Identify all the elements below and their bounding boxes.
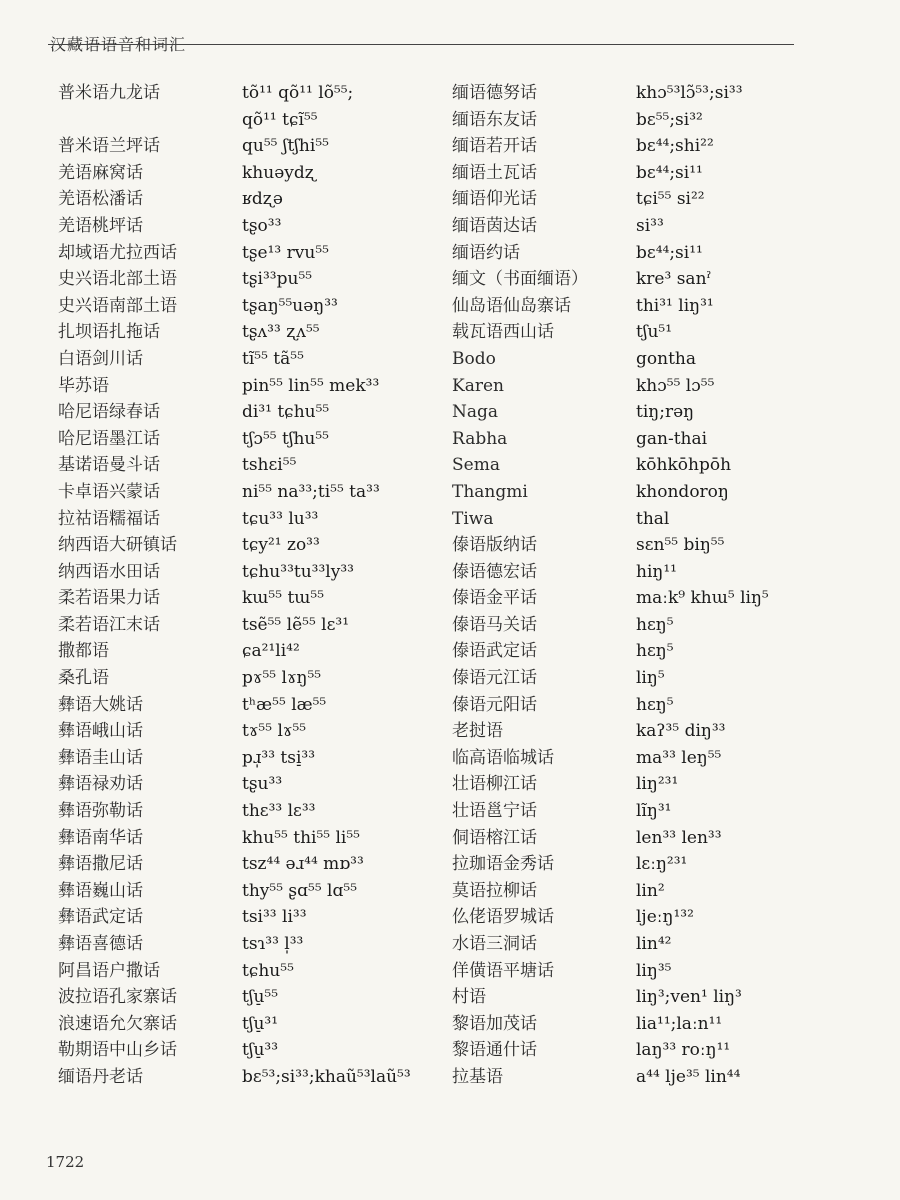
dialect-name: 佯僙语平塘话 [452,960,554,981]
dialect-name: 水语三洞话 [452,934,537,954]
word-form: laŋ³³ roːŋ¹¹ [636,1040,731,1061]
word-form: liŋ³⁵ [636,960,672,981]
dialect-name: 缅语东友话 [452,109,537,130]
word-form: kōhkōhpōh [636,455,732,476]
dialect-name: Rabha [452,428,508,449]
dialect-name: 彝语峨山话 [58,721,143,742]
dialect-name: 彝语禄劝话 [58,774,143,795]
word-form: thy⁵⁵ ʂɑ⁵⁵ lɑ⁵⁵ [242,880,358,901]
word-form: tʃu̠³³ [242,1040,279,1061]
right-form-column [636,80,836,1091]
dialect-name: Bodo [452,348,496,369]
word-form: kɯ⁵⁵ tɯ⁵⁵ [242,588,325,609]
word-form: tɕhu³³tu³³ly³³ [242,561,354,582]
word-form: tʂi³³pu⁵⁵ [242,269,313,290]
word-form: ɕa²¹li⁴² [242,641,300,662]
word-form: a⁴⁴ lje³⁵ lin⁴⁴ [636,1066,741,1087]
dialect-name: 阿昌语户撒话 [58,960,160,981]
dialect-name: 傣语元江话 [452,668,537,689]
dialect-name: 村语 [452,987,486,1008]
word-form: si³³ [636,215,664,236]
dialect-name: 傣语版纳话 [452,535,537,556]
page-number: 1722 [46,1153,85,1171]
dialect-name: 缅语丹老话 [58,1066,143,1087]
dialect-name: 缅语若开话 [452,136,537,157]
dialect-name: 拉基语 [452,1066,503,1087]
dialect-name: 仙岛语仙岛寨话 [452,295,571,316]
word-form: tõ¹¹ qõ¹¹ lõ⁵⁵; [242,83,354,103]
word-form: khɔ⁵³lɔ̃⁵³;si³³ [636,83,743,103]
dialect-name: 缅语土瓦话 [452,162,537,183]
word-form: khuəydʐ [242,162,315,183]
word-form: tʃɔ⁵⁵ tʃhu⁵⁵ [242,428,329,449]
dialect-name: 傣语元阳话 [452,694,537,715]
dialect-name: Sema [452,455,500,476]
word-form: tɕi⁵⁵ si²² [636,189,705,210]
word-form: lin² [636,880,665,901]
word-form: gan-thai [636,428,708,449]
word-form: tʂo³³ [242,215,282,236]
dialect-name: 黎语通什话 [452,1040,537,1061]
word-form: kaʔ³⁵ diŋ³³ [636,721,726,742]
dialect-name: 彝语弥勒话 [58,801,143,822]
word-form: hɛŋ⁵ [636,641,674,662]
dialect-name: Naga [452,402,499,423]
dialect-name: 缅语德努话 [452,83,537,103]
dialect-name: 勒期语中山乡话 [58,1040,177,1061]
dialect-name: 浪速语允欠寨话 [58,1013,177,1034]
dialect-name: 缅语茵达话 [452,215,537,236]
word-form: bɛ⁴⁴;si¹¹ [636,162,703,183]
dialect-name: 纳西语水田话 [58,561,160,582]
dialect-name [58,107,238,134]
left-form-column [242,80,442,1091]
dialect-name: 彝语南华话 [58,827,143,848]
word-form: tɕhu⁵⁵ [242,960,294,981]
word-form: bɛ⁵⁵;si³² [636,109,703,130]
dialect-name: 壮语柳江话 [452,774,537,795]
word-form: qu⁵⁵ ʃtʃhi⁵⁵ [242,136,329,157]
word-form: thi³¹ liŋ³¹ [636,295,714,316]
word-form: tiŋ;rəŋ [636,402,695,423]
dialect-name: 老挝语 [452,721,503,742]
dialect-name: Tiwa [452,508,494,529]
word-form: liŋ⁵ [636,668,665,689]
dialect-name: 羌语松潘话 [58,189,143,210]
word-form: tʂu³³ [242,774,283,795]
dialect-name: 哈尼语墨江话 [58,428,160,449]
dialect-name: 仫佬语罗城话 [452,907,554,928]
word-form: lin⁴² [636,934,672,954]
dialect-name: 却域语尤拉西话 [58,242,177,263]
word-form: pɹ̩³³ tsi̠³³ [242,747,316,768]
dialect-name: 壮语邕宁话 [452,801,537,822]
word-form: thɛ³³ lɛ³³ [242,801,316,822]
dialect-name: 傣语金平话 [452,588,537,609]
word-form: ma³³ leŋ⁵⁵ [636,747,722,768]
word-form: bɛ⁴⁴;si¹¹ [636,242,703,263]
word-form: khondoroŋ [636,481,729,502]
dialect-name: 柔若语江末话 [58,614,160,635]
left-dialect-column [58,80,238,1091]
dialect-name: 黎语加茂话 [452,1013,537,1034]
running-head: 汉藏语语音和词汇 [50,35,187,54]
word-form: kre³ sanˀ [636,269,712,290]
dialect-name: Thangmi [452,481,528,502]
word-form: tĩ⁵⁵ tã⁵⁵ [242,348,304,369]
dialect-name: 彝语撒尼话 [58,854,143,875]
dialect-name: 毕苏语 [58,375,109,396]
dialect-name: 彝语武定话 [58,907,143,928]
dialect-name: 缅语仰光话 [452,189,537,210]
dialect-name: 桑孔语 [58,668,109,689]
dialect-name: 临高语临城话 [452,747,554,768]
word-form: tʂʌ³³ ʐʌ⁵⁵ [242,322,320,343]
word-form: liŋ³;ven¹ liŋ³ [636,987,742,1008]
dialect-name: 傣语德宏话 [452,561,537,582]
word-form: gontha [636,348,696,369]
dialect-name: 侗语榕江话 [452,827,537,848]
word-form: hiŋ¹¹ [636,561,677,582]
dialect-name: 哈尼语绿春话 [58,402,160,423]
word-form: liŋ²³¹ [636,774,679,795]
word-form: sɛn⁵⁵ biŋ⁵⁵ [636,535,725,556]
word-form: tʂe¹³ rvu⁵⁵ [242,242,329,263]
word-form: bɛ⁵³;si³³;khaũ⁵³laũ⁵³ [242,1066,411,1087]
word-form: bɛ⁴⁴;shi²² [636,136,714,157]
word-form: ni⁵⁵ na³³;ti⁵⁵ ta³³ [242,481,380,502]
word-form: lĩŋ³¹ [636,801,672,822]
dialect-name: 普米语兰坪话 [58,136,160,157]
dialect-name: 纳西语大研镇话 [58,535,177,556]
word-form: khɔ⁵⁵ lɔ⁵⁵ [636,375,715,396]
dialect-name: 拉祜语糯福话 [58,508,160,529]
word-form: tʂaŋ⁵⁵uəŋ³³ [242,295,338,316]
word-form: tshɛi⁵⁵ [242,455,297,476]
dialect-name: 傣语马关话 [452,614,537,635]
dialect-name: 傣语武定话 [452,641,537,662]
word-form: tɕu³³ lu³³ [242,508,319,529]
word-form: tsi³³ li³³ [242,907,307,928]
dialect-name: 彝语喜德话 [58,934,143,954]
dialect-name: 卡卓语兴蒙话 [58,481,160,502]
dialect-name: 莫语拉柳话 [452,880,537,901]
word-form: tɤ⁵⁵ lɤ⁵⁵ [242,721,307,742]
word-form: di³¹ tɕhu⁵⁵ [242,402,330,423]
word-form: tsẽ⁵⁵ lẽ⁵⁵ lɛ³¹ [242,614,350,635]
dialect-name: 扎坝语扎拖话 [58,322,160,343]
dialect-name: 基诺语曼斗话 [58,455,160,476]
word-form: tɕy²¹ zo³³ [242,535,320,556]
word-form: thal [636,508,670,529]
word-form: tʃu̠⁵⁵ [242,987,279,1008]
dialect-name: 白语剑川话 [58,348,143,369]
dialect-name: 波拉语孔家寨话 [58,987,177,1008]
dialect-name: 拉珈语金秀话 [452,854,554,875]
dialect-name: 史兴语南部土语 [58,295,177,316]
word-form: hɛŋ⁵ [636,694,674,715]
header-rule [48,44,794,45]
word-form: maːk⁹ khɯ⁵ liŋ⁵ [636,588,769,609]
dialect-name: 彝语大姚话 [58,694,143,715]
word-form: ʁdʐə [242,189,283,210]
word-form: len³³ len³³ [636,827,722,848]
word-form: pin⁵⁵ lin⁵⁵ mek³³ [242,375,380,396]
dialect-name: 普米语九龙话 [58,83,160,103]
dialect-name: Karen [452,375,504,396]
dialect-name: 彝语圭山话 [58,747,143,768]
dialect-name: 撒都语 [58,641,109,662]
dialect-name: 缅语约话 [452,242,520,263]
dialect-name: 载瓦语西山话 [452,322,554,343]
word-form: tʰæ⁵⁵ læ⁵⁵ [242,694,327,715]
right-dialect-column [452,80,632,1091]
dialect-name: 缅文（书面缅语） [452,269,588,290]
dialect-name: 羌语麻窝话 [58,162,143,183]
word-form: tsz⁴⁴ əɹ⁴⁴ mɒ³³ [242,854,364,875]
word-form: hɛŋ⁵ [636,614,674,635]
word-form: khu⁵⁵ thi⁵⁵ li⁵⁵ [242,827,360,848]
word-form: tʃu⁵¹ [636,322,673,343]
word-form: qõ¹¹ tɕĩ⁵⁵ [242,109,318,130]
word-form: ljeːŋ¹³² [636,907,694,928]
word-form: lɛːŋ²³¹ [636,854,688,875]
word-form: tʃu̠³¹ [242,1013,279,1034]
word-form: tsɿ³³ l̩³³ [242,934,304,954]
dialect-name: 史兴语北部土语 [58,269,177,290]
dialect-name: 彝语巍山话 [58,880,143,901]
dialect-name: 柔若语果力话 [58,588,160,609]
dialect-name: 羌语桃坪话 [58,215,143,236]
word-form: pɤ⁵⁵ lɤŋ⁵⁵ [242,668,322,689]
word-form: lia¹¹;laːn¹¹ [636,1013,723,1034]
